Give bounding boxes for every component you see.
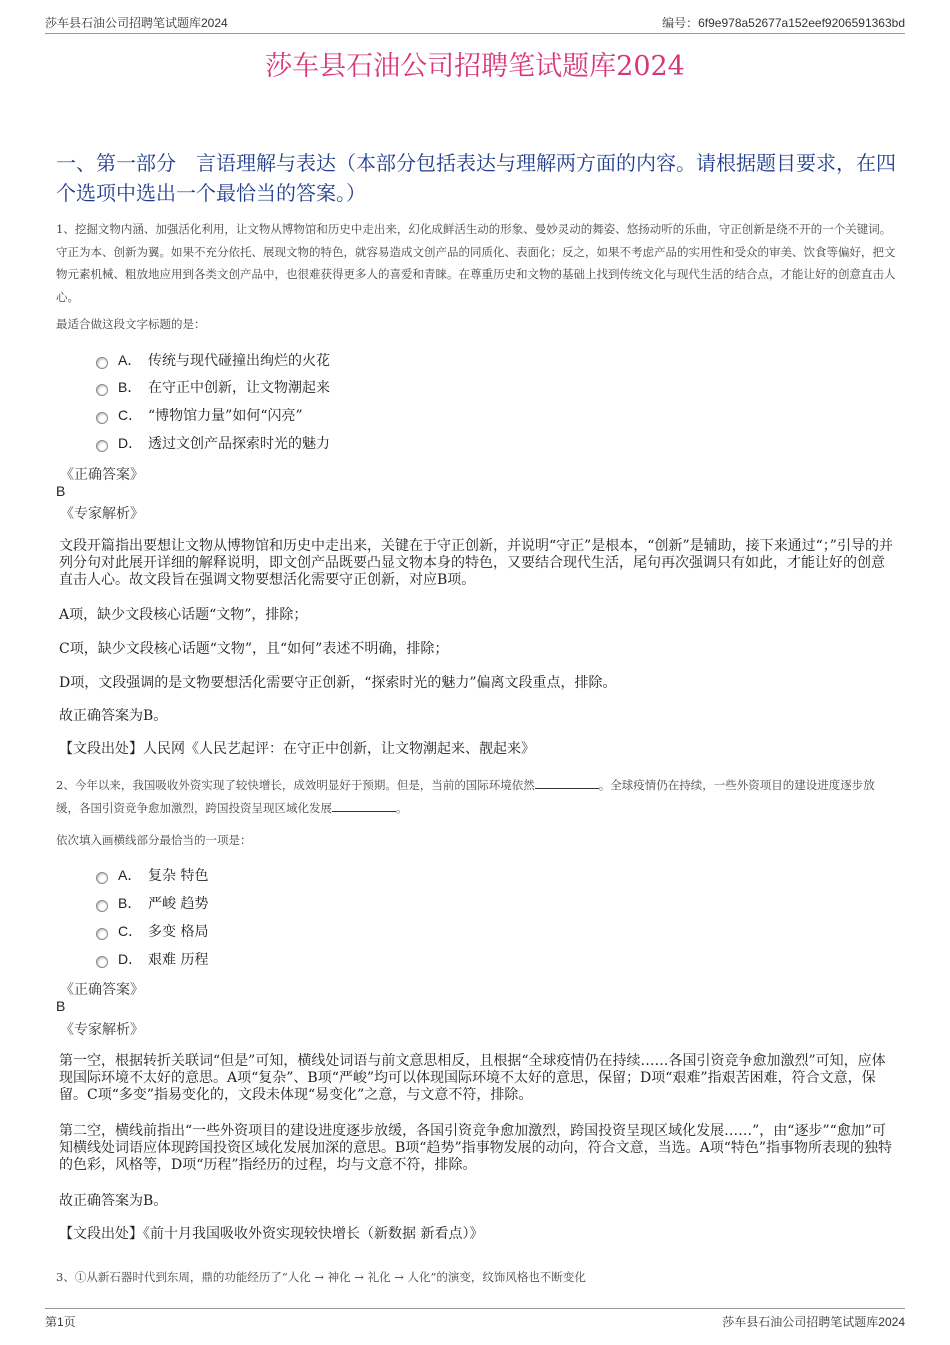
q2-option-c[interactable]: C． 多变 格局 bbox=[96, 921, 208, 941]
q1-answer-label: 《正确答案》 bbox=[60, 467, 144, 483]
q1-analysis-label: 《专家解析》 bbox=[60, 506, 144, 522]
q1-option-b[interactable]: B． 在守正中创新，让文物潮起来 bbox=[96, 377, 330, 397]
q2-analysis-label: 《专家解析》 bbox=[60, 1022, 144, 1038]
q2-option-b[interactable]: B． 严峻 趋势 bbox=[96, 893, 208, 913]
header-doc-id: 编号：6f9e978a52677a152eef9206591363bd bbox=[662, 16, 905, 30]
radio-icon[interactable] bbox=[96, 357, 108, 369]
radio-icon[interactable] bbox=[96, 384, 108, 396]
q2-analysis-p2: 第二空，横线前指出“一些外资项目的建设进度逐步放缓，各国引资竞争愈加激烈，跨国投资呈现区域化发展……”，由“逐步”“愈加”可知横线处词语应体现跨国投资区域化发展加深的意思。B项“趋势”指事物发展的动向，符合文意，当选。A项“特色”指事物所表现的独特的色彩，风格等，D项“历程”指经历的过程，均与文意不符，排除。 bbox=[59, 1123, 893, 1173]
q2-analysis-p3: 故正确答案为B。 bbox=[59, 1193, 168, 1209]
q2-source: 【文段出处】《前十月我国吸收外资实现较快增长（新数据 新看点）》 bbox=[59, 1226, 484, 1242]
footer-divider bbox=[45, 1308, 905, 1309]
radio-icon[interactable] bbox=[96, 928, 108, 940]
page-title: 莎车县石油公司招聘笔试题库2024 bbox=[265, 51, 685, 82]
radio-icon[interactable] bbox=[96, 900, 108, 912]
question-3-text: 3、①从新石器时代到东周，鼎的功能经历了“人化 → 神化 → 礼化 → 人化”的演变，纹饰风格也不断变化 bbox=[56, 1270, 586, 1284]
q1-analysis-p1: 文段开篇指出要想让文物从博物馆和历史中走出来，关键在于守正创新，并说明“守正”是根本，“创新”是辅助，接下来通过“；”引导的并列分句对此展开详细的解释说明，即文创产品既要凸显文物本身的特色，又要结合现代生活，尾句再次强调只有如此，才能让好的创意直击人心。故文段旨在强调文物要想活化需要守正创新，对应B项。 bbox=[59, 538, 893, 588]
question-1-prompt: 最适合做这段文字标题的是： bbox=[56, 317, 206, 331]
radio-icon[interactable] bbox=[96, 956, 108, 968]
q2-option-a[interactable]: A． 复杂 特色 bbox=[96, 865, 208, 885]
question-2-text: 2、今年以来，我国吸收外资实现了较快增长，成效明显好于预期。但是，当前的国际环境依然 。全球疫情仍在持续，一些外资项目的建设进度逐步放缓，各国引资竞争愈加激烈，跨国投资呈现区域化发展 。 bbox=[56, 778, 875, 815]
q1-option-c[interactable]: C． “博物馆力量”如何“闪亮” bbox=[96, 405, 303, 425]
q1-analysis-p2: A项，缺少文段核心话题“文物”，排除； bbox=[59, 607, 308, 623]
q2-option-d[interactable]: D． 艰难 历程 bbox=[96, 949, 208, 969]
page-number: 第1页 bbox=[45, 1315, 76, 1329]
q1-option-d[interactable]: D． 透过文创产品探索时光的魅力 bbox=[96, 433, 330, 453]
section-heading: 一、第一部分 言语理解与表达（本部分包括表达与理解两方面的内容。请根据题目要求，在四个选项中选出一个最恰当的答案。） bbox=[56, 151, 896, 205]
header-divider bbox=[45, 33, 905, 34]
footer-doc-name: 莎车县石油公司招聘笔试题库2024 bbox=[722, 1315, 905, 1329]
question-2-prompt: 依次填入画横线部分最恰当的一项是： bbox=[56, 833, 252, 847]
q2-answer-label: 《正确答案》 bbox=[60, 982, 144, 998]
q1-analysis-p4: D项，文段强调的是文物要想活化需要守正创新，“探索时光的魅力”偏离文段重点，排除。 bbox=[59, 675, 617, 691]
q1-source: 【文段出处】人民网《人民艺起评：在守正中创新，让文物潮起来、靓起来》 bbox=[59, 741, 535, 757]
radio-icon[interactable] bbox=[96, 440, 108, 452]
radio-icon[interactable] bbox=[96, 872, 108, 884]
q2-analysis-p1: 第一空，根据转折关联词“但是”可知，横线处词语与前文意思相反，且根据“全球疫情仍在持续……各国引资竞争愈加激烈”可知，应体现国际环境不太好的意思。A项“复杂”、B项“严峻”均可以体现国际环境不太好的意思，保留；D项“艰难”指艰苦困难，符合文意，保留。C项“多变”指易变化的，文段未体现“易变化”之意，与文意不符，排除。 bbox=[59, 1053, 886, 1103]
question-1-text: 1、挖掘文物内涵、加强活化利用，让文物从博物馆和历史中走出来，幻化成鲜活生动的形象、曼妙灵动的舞姿、悠扬动听的乐曲，守正创新是绕不开的一个关键词。守正为本、创新为翼。如果不充分依托、展现文物的特色，就容易造成文创产品的同质化、表面化；反之，如果不考虑产品的实用性和受众的审美、饮食等偏好，把文物元素机械、粗放地应用到各类文创产品中，也很难获得更多人的喜爱和青睐。在尊重历史和文物的基础上找到传统文化与现代生活的结合点，才能让好的创意直击人心。 bbox=[56, 222, 896, 304]
blank-2 bbox=[332, 801, 396, 812]
page-header bbox=[45, 14, 905, 32]
q1-analysis-p3: C项，缺少文段核心话题“文物”，且“如何”表述不明确，排除； bbox=[59, 641, 449, 657]
header-doc-name: 莎车县石油公司招聘笔试题库2024 bbox=[45, 16, 228, 30]
blank-1 bbox=[535, 778, 599, 789]
q1-option-a[interactable]: A． 传统与现代碰撞出绚烂的火花 bbox=[96, 350, 330, 370]
q2-answer: B bbox=[56, 998, 66, 1014]
q1-answer: B bbox=[56, 483, 66, 499]
q1-analysis-p5: 故正确答案为B。 bbox=[59, 708, 168, 724]
radio-icon[interactable] bbox=[96, 412, 108, 424]
